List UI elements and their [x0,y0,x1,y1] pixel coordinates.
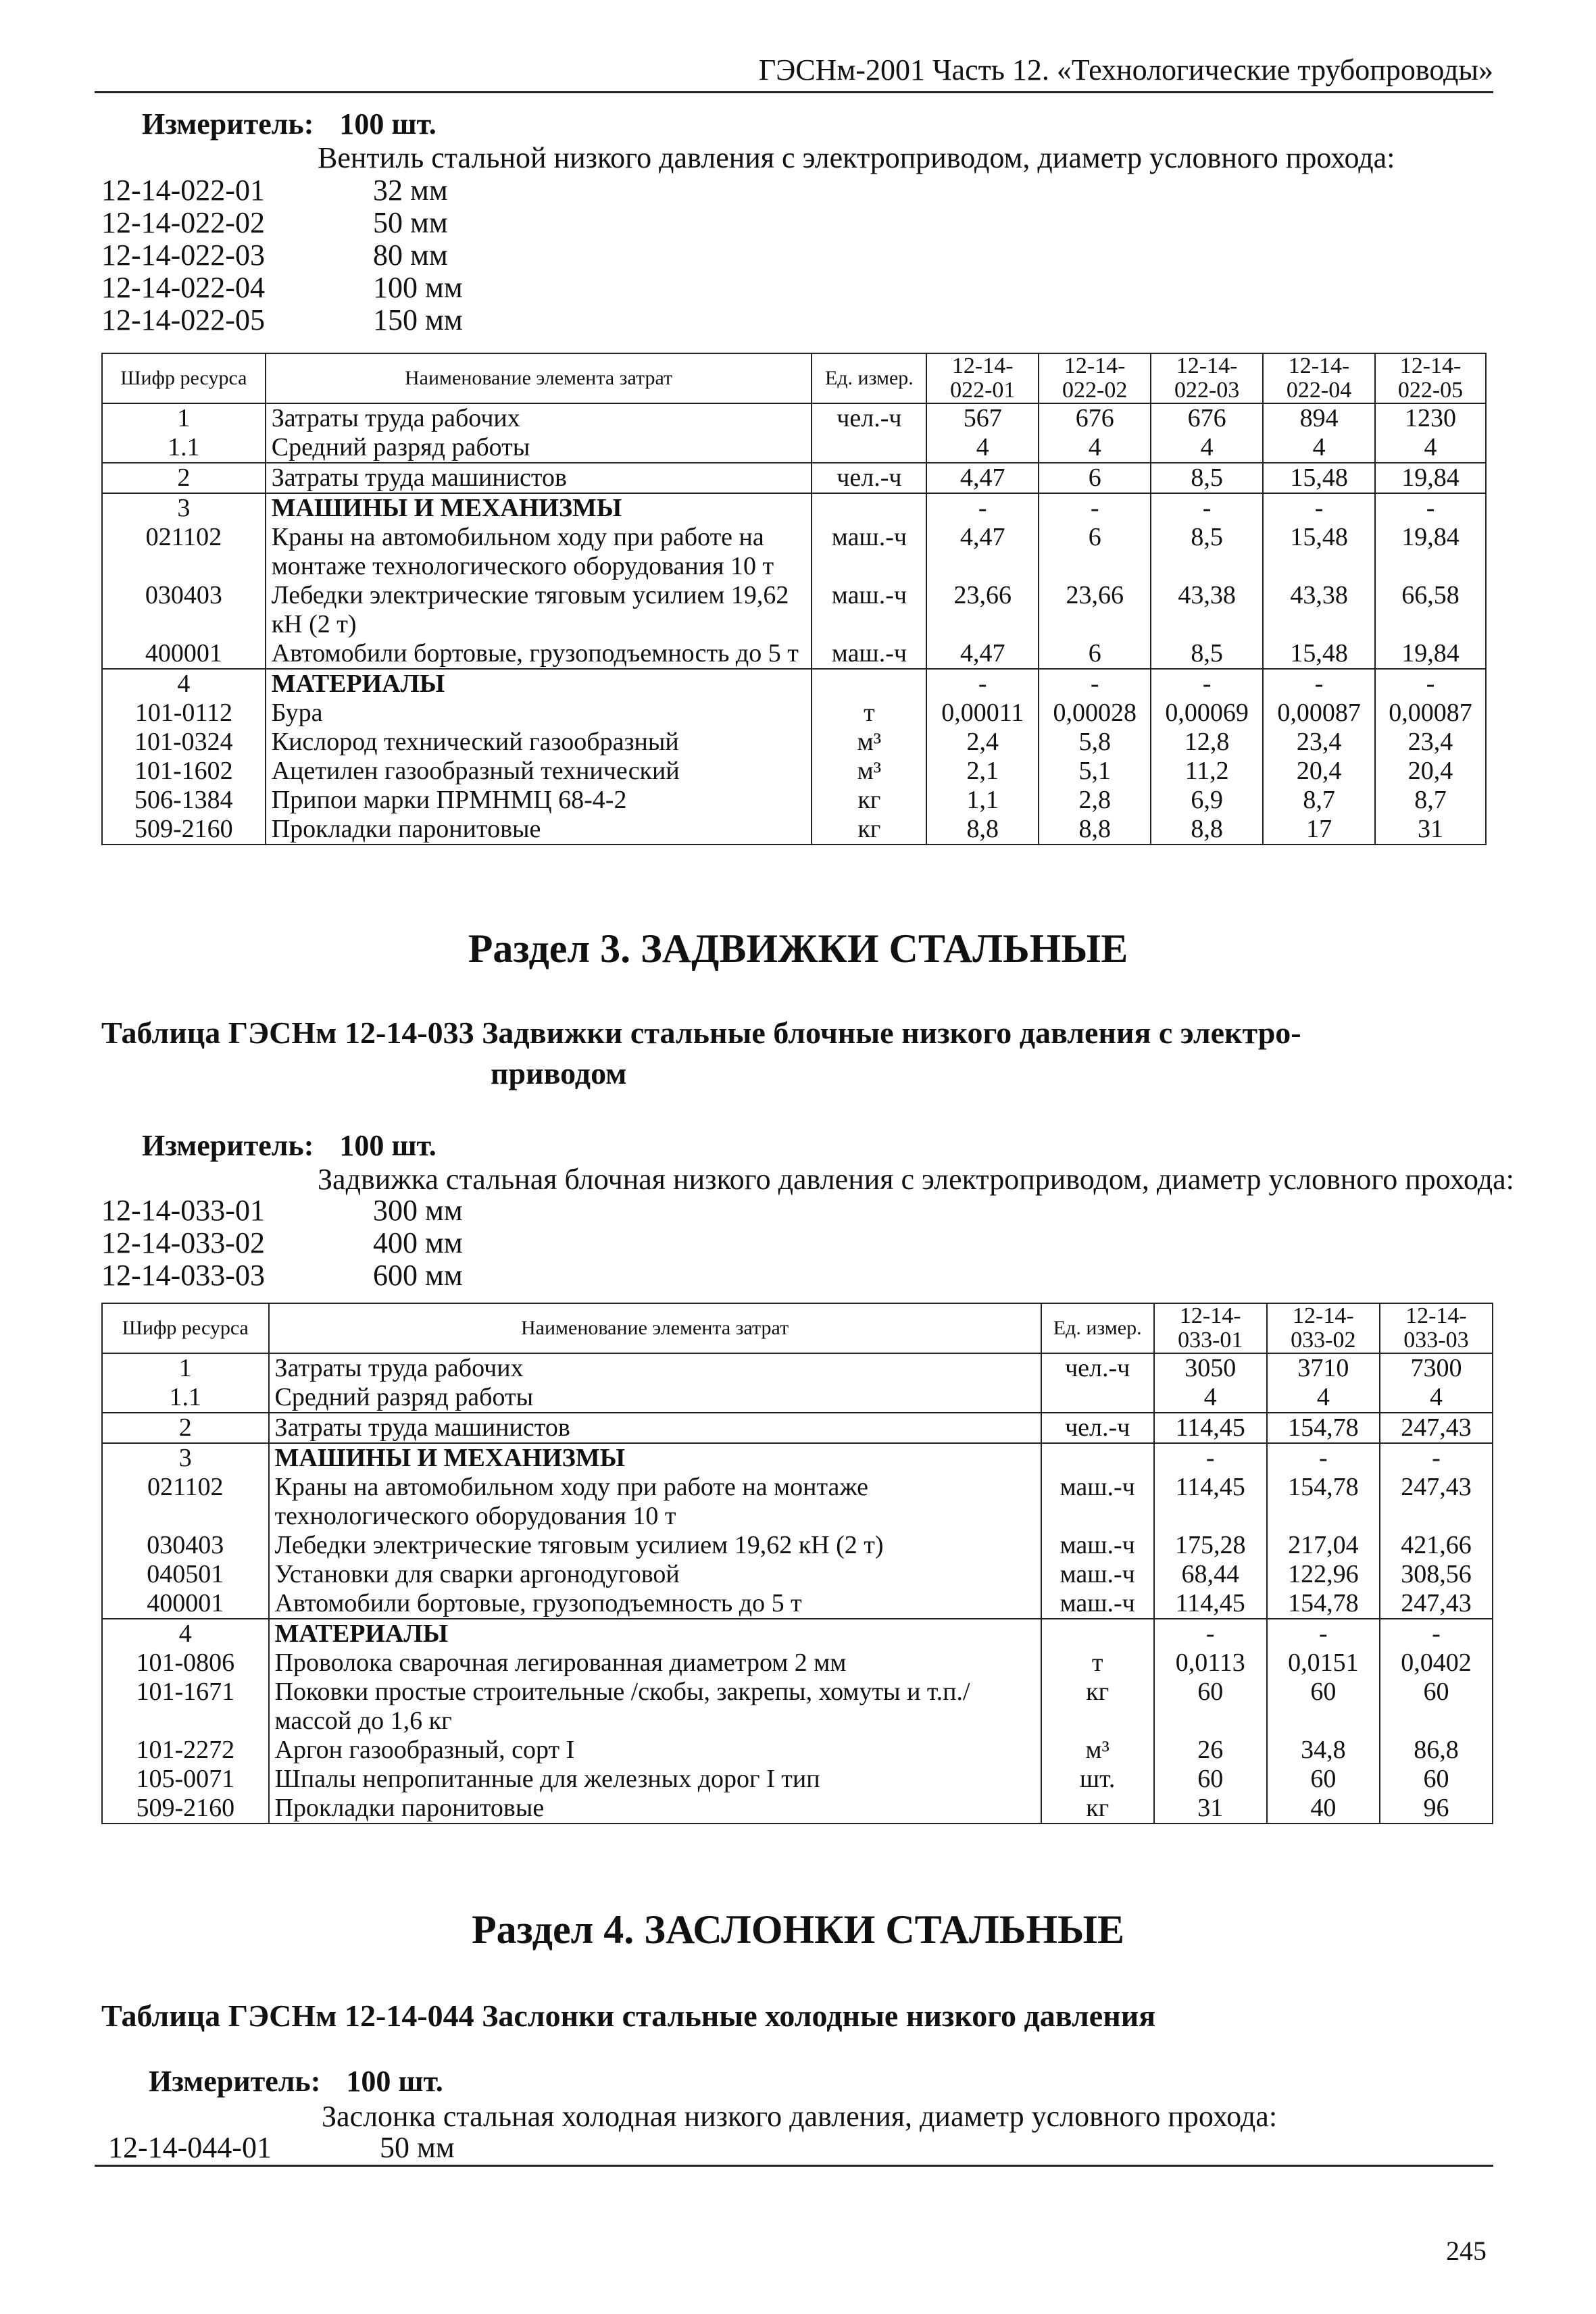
item-code: 12-14-022-01 [101,174,265,207]
cell-value: 114,45 [1154,1413,1267,1443]
table-row [102,1560,1493,1589]
table-row [102,1353,1493,1383]
cell-value: 2,8 [1039,786,1151,815]
cell-unit [812,493,926,523]
cell-name: Затраты труда рабочих [269,1353,1041,1383]
cell-value: 308,56 [1380,1560,1493,1589]
cell-value: 1230 [1375,403,1486,433]
cell-value: 60 [1154,1765,1267,1794]
meter-label: Измеритель: [149,2065,321,2098]
cell-value: 4,47 [926,523,1039,581]
meter-value: 100 шт. [339,107,437,141]
item-size: 150 мм [373,303,463,336]
cell-value: 15,48 [1263,639,1375,669]
cell-cipher: 101-0112 [102,699,266,728]
cell-value: 154,78 [1267,1473,1380,1531]
table-title: Таблица ГЭСНм 12-14-033 Задвижки стальные блочные низкого давления с электро- [101,1015,1301,1050]
cell-value: 676 [1039,403,1151,433]
cell-name: МАШИНЫ И МЕХАНИЗМЫ [266,493,812,523]
cell-value: 8,5 [1151,463,1263,493]
item-size: 400 мм [373,1226,463,1259]
cell-value: 4 [1039,433,1151,463]
cell-name: Средний разряд работы [269,1383,1041,1413]
code-row [108,2132,455,2164]
cell-value: 20,4 [1375,757,1486,786]
cell-cipher: 101-1602 [102,757,266,786]
item-size: 600 мм [373,1259,463,1292]
cell-value: 0,00087 [1375,699,1486,728]
cell-value: 17 [1263,815,1375,845]
cell-value: 8,7 [1375,786,1486,815]
cell-name: МАТЕРИАЛЫ [269,1619,1041,1649]
table-row [102,728,1486,757]
table-row [102,1765,1493,1794]
cell-cipher: 1.1 [102,1383,269,1413]
table-row [102,815,1486,845]
cell-unit: маш.-ч [1041,1589,1154,1619]
cell-name: Автомобили бортовые, грузоподъемность до 5 т [266,639,812,669]
cell-value: - [1039,669,1151,699]
code-row [101,1227,463,1259]
header-name: Наименование элемента затрат [266,353,812,403]
cell-unit [1041,1619,1154,1649]
cell-value: 114,45 [1154,1473,1267,1531]
cell-cipher: 105-0071 [102,1765,269,1794]
table-row [102,699,1486,728]
cell-unit: маш.-ч [1041,1473,1154,1531]
cell-value: 3050 [1154,1353,1267,1383]
item-size: 100 мм [373,271,463,304]
cell-value: 19,84 [1375,523,1486,581]
cell-cipher: 030403 [102,1531,269,1560]
cell-value: 4 [1263,433,1375,463]
code-row [101,1259,463,1292]
cell-name: Автомобили бортовые, грузоподъемность до 5 т [269,1589,1041,1619]
item-code: 12-14-033-02 [101,1226,265,1259]
table-row [102,463,1486,493]
table-row [102,1619,1493,1649]
cell-value: 6,9 [1151,786,1263,815]
cell-unit: м³ [812,728,926,757]
cell-value: 894 [1263,403,1375,433]
cell-value: - [1380,1619,1493,1649]
table-row [102,669,1486,699]
cell-value: 11,2 [1151,757,1263,786]
cell-name: МАТЕРИАЛЫ [266,669,812,699]
code-list [108,2132,455,2164]
cell-value: - [1039,493,1151,523]
cell-cipher: 1 [102,1353,269,1383]
cell-cipher: 509-2160 [102,815,266,845]
cell-value: 4,47 [926,463,1039,493]
meter-value: 100 шт. [346,2065,443,2098]
cell-value: 86,8 [1380,1736,1493,1765]
cell-value: - [926,669,1039,699]
cell-value: 68,44 [1154,1560,1267,1589]
table-row [102,1383,1493,1413]
cell-unit: маш.-ч [812,523,926,581]
cell-cipher: 1 [102,403,266,433]
cell-value: 217,04 [1267,1531,1380,1560]
cell-value: 3710 [1267,1353,1380,1383]
cell-value: 19,84 [1375,463,1486,493]
meter-line [142,107,437,141]
cell-value: 0,00028 [1039,699,1151,728]
cell-unit: чел.-ч [812,463,926,493]
header-norm-code: 12-14- 022-05 [1375,353,1486,403]
cell-value: 31 [1154,1794,1267,1823]
cell-unit: кг [1041,1678,1154,1736]
cell-value: 43,38 [1263,581,1375,639]
header-cipher: Шифр ресурса [102,1303,269,1353]
page-number: 245 [1446,2236,1487,2266]
code-row [101,1194,463,1227]
table-title-continuation: приводом [491,1056,627,1090]
item-size: 80 мм [373,238,448,272]
cell-name: Затраты труда рабочих [266,403,812,433]
cell-name: Бура [266,699,812,728]
cell-unit: маш.-ч [1041,1531,1154,1560]
cell-value: 6 [1039,523,1151,581]
cell-value: 4 [1267,1383,1380,1413]
item-size: 50 мм [380,2131,455,2164]
header-unit: Ед. измер. [1041,1303,1154,1353]
cell-cipher: 101-1671 [102,1678,269,1736]
cell-value: - [1267,1443,1380,1473]
cell-unit: м³ [1041,1736,1154,1765]
cell-name: Краны на автомобильном ходу при работе на монтаже технологического оборудования 10 т [269,1473,1041,1531]
cell-value: 4 [926,433,1039,463]
table-row [102,639,1486,669]
cell-value: 23,66 [926,581,1039,639]
table-row [102,523,1486,581]
cell-value: 421,66 [1380,1531,1493,1560]
table-row [102,1678,1493,1736]
header-unit: Ед. измер. [812,353,926,403]
cell-unit: маш.-ч [812,639,926,669]
item-size: 32 мм [373,174,448,207]
code-row [101,174,463,207]
item-code: 12-14-033-01 [101,1194,265,1227]
code-list [101,1194,463,1292]
cell-value: 6 [1039,463,1151,493]
cell-value: 60 [1267,1678,1380,1736]
cell-name: Прокладки паронитовые [269,1794,1041,1823]
cell-cipher: 400001 [102,1589,269,1619]
table-row [102,1589,1493,1619]
cell-value: 2,1 [926,757,1039,786]
cell-unit: шт. [1041,1765,1154,1794]
item-code: 12-14-022-04 [101,271,265,304]
table-row [102,1736,1493,1765]
cell-value: - [1375,493,1486,523]
cell-value: 0,00087 [1263,699,1375,728]
table-row [102,403,1486,433]
header-norm-code: 12-14- 022-02 [1039,353,1151,403]
cell-name: Лебедки электрические тяговым усилием 19,62 кН (2 т) [269,1531,1041,1560]
bottom-rule [95,2165,1493,2167]
cell-value: 247,43 [1380,1589,1493,1619]
table-row [102,433,1486,463]
cell-value: 4 [1154,1383,1267,1413]
cell-value: 122,96 [1267,1560,1380,1589]
cell-unit: чел.-ч [812,403,926,433]
cell-cipher: 4 [102,1619,269,1649]
cell-value: 34,8 [1267,1736,1380,1765]
cell-value: - [1263,669,1375,699]
code-row [101,272,463,304]
cell-value: 2,4 [926,728,1039,757]
table-row [102,1794,1493,1823]
cell-unit: т [1041,1649,1154,1678]
cell-unit: чел.-ч [1041,1353,1154,1383]
cell-cipher: 400001 [102,639,266,669]
cell-value: 8,8 [1151,815,1263,845]
cell-value: 1,1 [926,786,1039,815]
cell-unit [812,669,926,699]
cell-unit: маш.-ч [1041,1560,1154,1589]
item-code: 12-14-022-02 [101,206,265,239]
header-name: Наименование элемента затрат [269,1303,1041,1353]
cell-unit: кг [812,815,926,845]
cell-cipher: 2 [102,463,266,493]
cell-value: 20,4 [1263,757,1375,786]
cell-value: 4,47 [926,639,1039,669]
cell-name: МАШИНЫ И МЕХАНИЗМЫ [269,1443,1041,1473]
cell-value: 7300 [1380,1353,1493,1383]
cell-name: Установки для сварки аргонодуговой [269,1560,1041,1589]
cell-value: 6 [1039,639,1151,669]
cell-value: 15,48 [1263,523,1375,581]
meter-label: Измеритель: [142,1129,314,1162]
cell-name: Кислород технический газообразный [266,728,812,757]
cell-cipher: 509-2160 [102,1794,269,1823]
cell-value: - [1380,1443,1493,1473]
table-row [102,1649,1493,1678]
cell-value: - [926,493,1039,523]
cell-value: 60 [1154,1678,1267,1736]
cell-cipher: 101-2272 [102,1736,269,1765]
table-row [102,757,1486,786]
cell-unit: м³ [812,757,926,786]
cell-name: Поковки простые строительные /скобы, закрепы, хомуты и т.п./ массой до 1,6 кг [269,1678,1041,1736]
item-code: 12-14-033-03 [101,1259,265,1292]
header-norm-code: 12-14- 022-01 [926,353,1039,403]
cell-cipher: 101-0324 [102,728,266,757]
item-code: 12-14-044-01 [108,2131,272,2164]
cell-name: Затраты труда машинистов [269,1413,1041,1443]
resource-table [101,1303,1493,1824]
cell-name: Средний разряд работы [266,433,812,463]
cell-cipher: 030403 [102,581,266,639]
cell-value: 12,8 [1151,728,1263,757]
cell-value: - [1267,1619,1380,1649]
cell-value: 4 [1375,433,1486,463]
table-row [102,786,1486,815]
cell-value: 23,66 [1039,581,1151,639]
cell-name: Краны на автомобильном ходу при работе на монтаже технологического оборудования 10 т [266,523,812,581]
item-description: Вентиль стальной низкого давления с электроприводом, диаметр условного прохода: [318,141,1395,174]
cell-value: 31 [1375,815,1486,845]
cell-name: Шпалы непропитанные для железных дорог I тип [269,1765,1041,1794]
code-list [101,174,463,336]
cell-name: Затраты труда машинистов [266,463,812,493]
cell-value: 4 [1151,433,1263,463]
header-norm-code: 12-14- 033-02 [1267,1303,1380,1353]
table-row [102,581,1486,639]
cell-value: 154,78 [1267,1413,1380,1443]
cell-cipher: 4 [102,669,266,699]
cell-value: 0,0113 [1154,1649,1267,1678]
cell-name: Припои марки ПРМНМЦ 68-4-2 [266,786,812,815]
cell-value: 175,28 [1154,1531,1267,1560]
cell-cipher: 2 [102,1413,269,1443]
cell-value: 0,0151 [1267,1649,1380,1678]
cell-value: - [1375,669,1486,699]
cell-unit: кг [812,786,926,815]
cell-unit: т [812,699,926,728]
cell-value: 567 [926,403,1039,433]
header-norm-code: 12-14- 022-04 [1263,353,1375,403]
code-row [101,207,463,239]
cell-cipher: 021102 [102,1473,269,1531]
cell-value: - [1154,1443,1267,1473]
meter-label: Измеритель: [142,107,314,141]
cell-value: 5,8 [1039,728,1151,757]
cell-name: Проволока сварочная легированная диаметром 2 мм [269,1649,1041,1678]
item-code: 12-14-022-03 [101,238,265,272]
cell-unit: чел.-ч [1041,1413,1154,1443]
cell-value: 23,4 [1375,728,1486,757]
item-description: Задвижка стальная блочная низкого давления с электроприводом, диаметр условного прохода: [318,1163,1514,1196]
cell-value: 23,4 [1263,728,1375,757]
table-title: Таблица ГЭСНм 12-14-044 Заслонки стальные холодные низкого давления [101,1998,1156,2033]
table-row [102,1443,1493,1473]
running-header: ГЭСНм-2001 Часть 12. «Технологические трубопроводы» [95,53,1493,93]
cell-value: 4 [1380,1383,1493,1413]
cell-cipher: 3 [102,1443,269,1473]
cell-value: 8,5 [1151,523,1263,581]
header-norm-code: 12-14- 022-03 [1151,353,1263,403]
table-row [102,1413,1493,1443]
cell-value: 114,45 [1154,1589,1267,1619]
cell-value: - [1151,669,1263,699]
cell-cipher: 021102 [102,523,266,581]
cell-unit [812,433,926,463]
cell-unit: кг [1041,1794,1154,1823]
meter-value: 100 шт. [339,1129,437,1162]
table-row [102,1531,1493,1560]
cell-cipher: 101-0806 [102,1649,269,1678]
cell-value: 60 [1267,1765,1380,1794]
header-norm-code: 12-14- 033-03 [1380,1303,1493,1353]
cell-name: Прокладки паронитовые [266,815,812,845]
cell-value: - [1151,493,1263,523]
cell-cipher: 1.1 [102,433,266,463]
resource-table [101,353,1487,845]
cell-unit [1041,1443,1154,1473]
section-title: Раздел 4. ЗАСЛОНКИ СТАЛЬНЫЕ [471,1907,1125,1952]
cell-cipher: 506-1384 [102,786,266,815]
cell-value: - [1263,493,1375,523]
cell-unit: маш.-ч [812,581,926,639]
cell-value: 8,8 [1039,815,1151,845]
cell-value: 60 [1380,1765,1493,1794]
cell-value: 26 [1154,1736,1267,1765]
header-norm-code: 12-14- 033-01 [1154,1303,1267,1353]
code-row [101,239,463,272]
cell-value: 676 [1151,403,1263,433]
item-size: 50 мм [373,206,448,239]
code-row [101,304,463,336]
cell-value: 247,43 [1380,1473,1493,1531]
item-code: 12-14-022-05 [101,303,265,336]
cell-value: 66,58 [1375,581,1486,639]
cell-value: 247,43 [1380,1413,1493,1443]
cell-value: 40 [1267,1794,1380,1823]
cell-name: Лебедки электрические тяговым усилием 19,62 кН (2 т) [266,581,812,639]
cell-value: 19,84 [1375,639,1486,669]
item-size: 300 мм [373,1194,463,1227]
meter-line [149,2064,443,2098]
section-title: Раздел 3. ЗАДВИЖКИ СТАЛЬНЫЕ [468,926,1128,971]
cell-cipher: 040501 [102,1560,269,1589]
cell-value: 0,00011 [926,699,1039,728]
cell-value: 60 [1380,1678,1493,1736]
cell-value: 43,38 [1151,581,1263,639]
cell-cipher: 3 [102,493,266,523]
table-row [102,493,1486,523]
cell-name: Ацетилен газообразный технический [266,757,812,786]
cell-unit [1041,1383,1154,1413]
cell-value: 96 [1380,1794,1493,1823]
cell-value: 154,78 [1267,1589,1380,1619]
header-cipher: Шифр ресурса [102,353,266,403]
cell-value: 0,00069 [1151,699,1263,728]
cell-name: Аргон газообразный, сорт I [269,1736,1041,1765]
cell-value: 8,5 [1151,639,1263,669]
table-row [102,1473,1493,1531]
cell-value: 15,48 [1263,463,1375,493]
item-description: Заслонка стальная холодная низкого давления, диаметр условного прохода: [322,2100,1278,2133]
cell-value: 8,8 [926,815,1039,845]
cell-value: 8,7 [1263,786,1375,815]
cell-value: - [1154,1619,1267,1649]
cell-value: 5,1 [1039,757,1151,786]
cell-value: 0,0402 [1380,1649,1493,1678]
meter-line [142,1128,437,1163]
